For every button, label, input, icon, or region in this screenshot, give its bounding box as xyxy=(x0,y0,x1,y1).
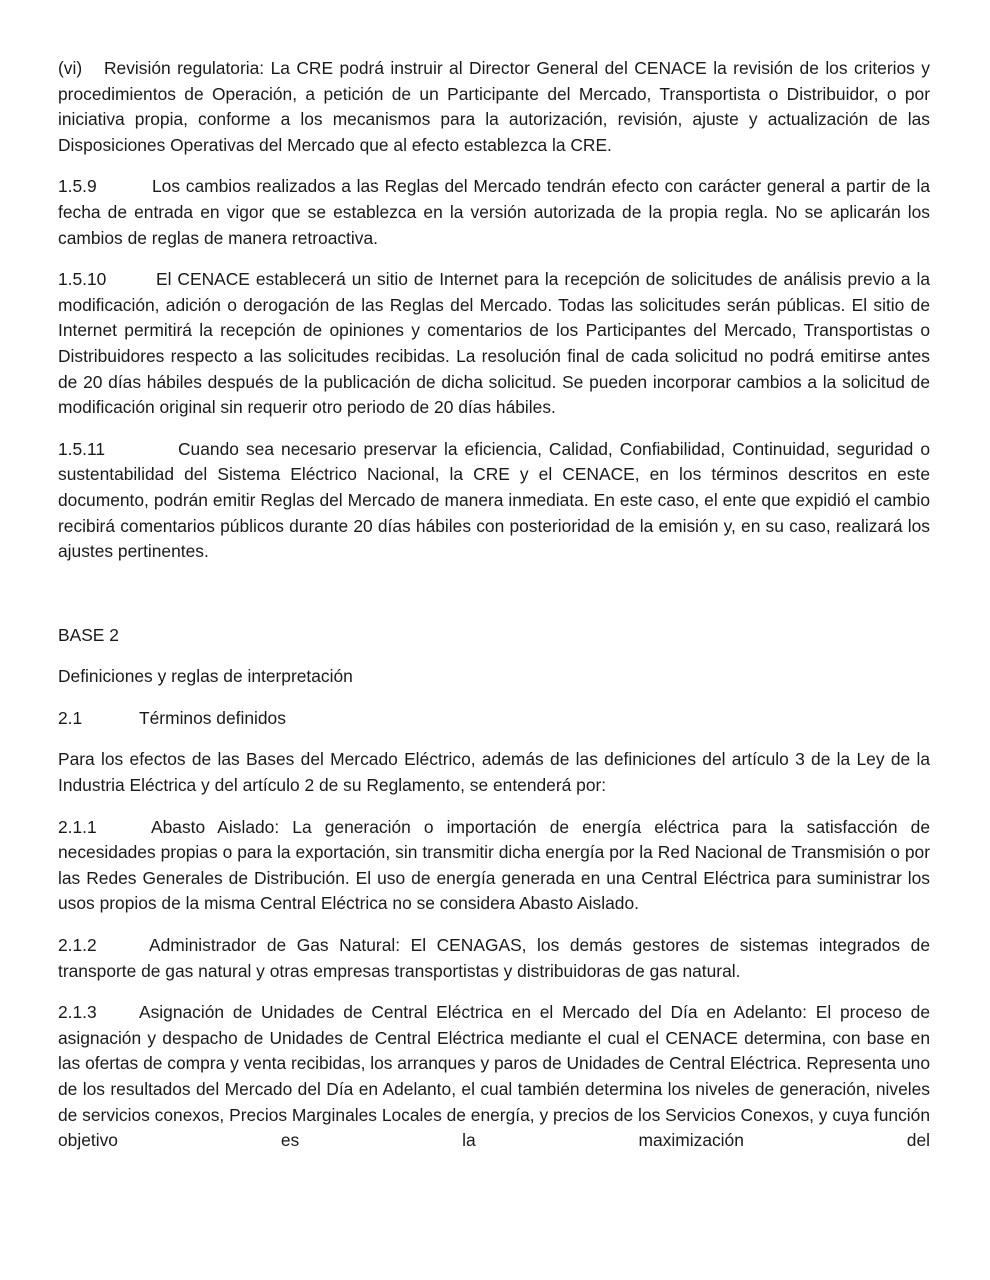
paragraph-text: El CENACE establecerá un sitio de Internet para la recepción de solicitudes de análisis previo a la modificación, adición o derogación de las Reglas del Mercado. Todas las solicitudes serán públicas. El sitio de Internet permitirá la recepción de opiniones y comentarios de los Participantes del Mercado, Transportistas o Distribuidores respecto a las solicitudes recibidas. La resolución final de cada solicitud no podrá emitirse antes de 20 días hábiles después de la publicación de dicha solicitud. Se pueden incorporar cambios a la solicitud de modificación original sin requerir otro periodo de 20 días hábiles. xyxy=(58,269,930,418)
paragraph-1-5-10 xyxy=(58,267,930,421)
paragraph-1-5-9 xyxy=(58,174,930,251)
section-2-1-heading xyxy=(58,706,930,732)
paragraph-text: Cuando sea necesario preservar la eficiencia, Calidad, Confiabilidad, Continuidad, seguridad o sustentabilidad del Sistema Eléctrico Nacional, la CRE y el CENACE, en los términos descritos en este documento, podrán emitir Reglas del Mercado de manera inmediata. En este caso, el ente que expidió el cambio recibirá comentarios públicos durante 20 días hábiles con posterioridad de la emisión y, en su caso, realizará los ajustes pertinentes. xyxy=(58,438,930,562)
paragraph-text: Revisión regulatoria: La CRE podrá instruir al Director General del CENACE la revisión de los criterios y procedimientos de Operación, a petición de un Participante del Mercado, Transportista o Distribuidor, o por iniciativa propia, conforme a los mecanismos para la autorización, revisión, ajuste y actualización de las Disposiciones Operativas del Mercado que al efecto establezca la CRE. xyxy=(58,58,930,155)
section-spacer xyxy=(58,581,930,623)
paragraph-number: 1.5.10 xyxy=(58,269,107,290)
paragraph-text: Para los efectos de las Bases del Mercado Eléctrico, además de las definiciones del artículo 3 de la Ley de la Industria Eléctrica y del artículo 2 de su Reglamento, se entenderá por: xyxy=(58,749,930,796)
paragraph-1-5-11 xyxy=(58,437,930,565)
base-subtitle: Definiciones y reglas de interpretación xyxy=(58,666,353,687)
base-title: BASE 2 xyxy=(58,624,119,645)
paragraph-number: 1.5.11 xyxy=(58,438,106,459)
paragraph-number: 2.1.1 xyxy=(58,816,97,837)
paragraph-number: (vi) xyxy=(58,58,83,78)
paragraph-text: Abasto Aislado: La generación o importación de energía eléctrica para la satisfacción de necesidades propias o para la exportación, sin transmitir dicha energía por la Red Nacional de Transmisión o por las Redes Generales de Distribución. El uso de energía generada en una Central Eléctrica para suministrar los usos propios de la misma Central Eléctrica no se considera Abasto Aislado. xyxy=(58,816,930,914)
paragraph-text: Asignación de Unidades de Central Eléctrica en el Mercado del Día en Adelanto: El proceso de asignación y despacho de Unidades de Central Eléctrica mediante el cual el CENACE determina, con base en las ofertas de compra y venta recibidas, los arranques y paros de Unidades de Central Eléctrica. Representa uno de los resultados del Mercado del Día en Adelanto, el cual también determina los niveles de generación, niveles de servicios conexos, Precios Marginales Locales de energía, y precios de los Servicios Conexos, y cuya función objetivo es la maximización del xyxy=(58,1002,930,1151)
paragraph-text: Términos definidos xyxy=(139,707,286,728)
paragraph-text: Administrador de Gas Natural: El CENAGAS, los demás gestores de sistemas integrados de transporte de gas natural y otras empresas transportistas y distribuidoras de gas natural. xyxy=(58,935,930,981)
paragraph-text: Los cambios realizados a las Reglas del Mercado tendrán efecto con carácter general a partir de la fecha de entrada en vigor que se establezca en la versión autorizada de la propia regla. No se aplicarán los cambios de reglas de manera retroactiva. xyxy=(58,176,930,248)
paragraph-number: 2.1.2 xyxy=(58,935,97,956)
paragraph-intro xyxy=(58,747,930,798)
paragraph-2-1-3 xyxy=(58,1000,930,1154)
paragraph-number: 2.1 xyxy=(58,707,83,728)
paragraph-number: 1.5.9 xyxy=(58,176,97,197)
paragraph-vi xyxy=(58,56,930,158)
paragraph-2-1-1 xyxy=(58,815,930,917)
paragraph-2-1-2 xyxy=(58,933,930,984)
document-page xyxy=(58,56,930,1170)
paragraph-number: 2.1.3 xyxy=(58,1002,97,1023)
